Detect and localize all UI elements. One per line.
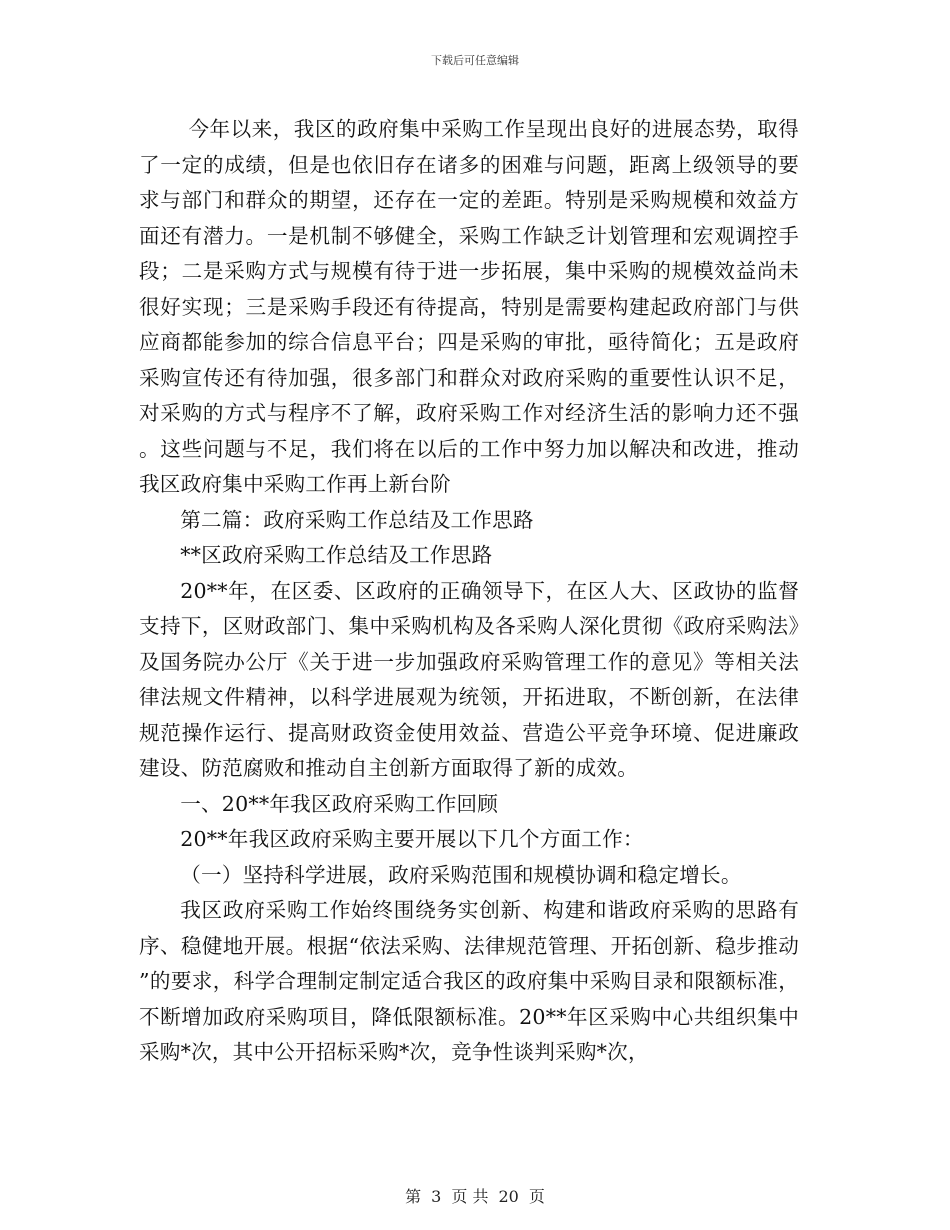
subheading-one: （一）坚持科学进展，政府采购范围和规模协调和稳定增长。 — [180, 862, 742, 887]
footer-middle: 页 共 — [451, 1187, 489, 1206]
section-title-chapter-two: 第二篇：政府采购工作总结及工作思路 — [180, 507, 534, 532]
paragraph-procurement-scope: 我区政府采购工作始终围绕务实创新、构建和谐政府采购的思路有序、稳健地开展。根据“依法采购、法律规范管理、开拓创新、稳步推动”的要求，科学合理制定制定适合我区的政府集中采购目录和限额标准，不断增加政府采购项目，降低限额标准。20**年区采购中心共组织集中采购*次，其中公开招标采购*次，竞争性谈判采购*次， — [139, 898, 799, 1064]
paragraph-work-aspects: 20**年我区政府采购主要开展以下几个方面工作： — [180, 827, 644, 851]
heading-review: 一、20**年我区政府采购工作回顾 — [180, 791, 499, 816]
footer-current-page: 3 — [431, 1187, 442, 1206]
document-body — [139, 112, 799, 1071]
paragraph-summary-problems: 今年以来，我区的政府集中采购工作呈现出良好的进展态势，取得了一定的成绩，但是也依旧存在诸多的困难与问题，距离上级领导的要求与部门和群众的期望，还存在一定的差距。特别是采购规模和效益方面还有潜力。一是机制不够健全，采购工作缺乏计划管理和宏观调控手段；二是采购方式与规模有待于进一步拓展，集中采购的规模效益尚未很好实现；三是采购手段还有待提高，特别是需要构建起政府部门与供应商都能参加的综合信息平台；四是采购的审批，亟待简化；五是政府采购宣传还有待加强，很多部门和群众对政府采购的重要性认识不足，对采购的方式与程序不了解，政府采购工作对经济生活的影响力还不强。这些问题与不足，我们将在以后的工作中努力加以解决和改进，推动我区政府集中采购工作再上新台阶 — [139, 117, 799, 496]
footer-prefix: 第 — [405, 1187, 422, 1206]
footer-suffix: 页 — [528, 1187, 545, 1206]
page-footer — [0, 1184, 950, 1207]
document-title: **区政府采购工作总结及工作思路 — [180, 543, 493, 567]
footer-total-pages: 20 — [498, 1187, 519, 1206]
page-header-note: 下载后可任意编辑 — [431, 54, 519, 67]
paragraph-intro: 20**年，在区委、区政府的正确领导下，在区人大、区政协的监督支持下，区财政部门、集中采购机构及各采购人深化贯彻《政府采购法》及国务院办公厅《关于进一步加强政府采购管理工作的意见》等相关法律法规文件精神，以科学进展观为统领，开拓进取，不断创新，在法律规范操作运行、提高财政资金使用效益、营造公平竞争环境、促进廉政建设、防范腐败和推动自主创新方面取得了新的成效。 — [139, 578, 799, 780]
